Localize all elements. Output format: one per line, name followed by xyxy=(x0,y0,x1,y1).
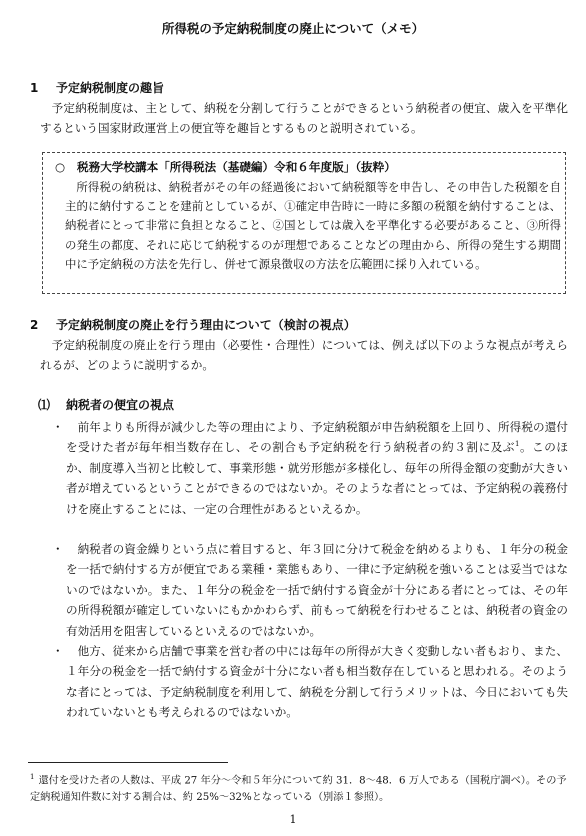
subsection-1-heading xyxy=(38,396,558,414)
section-number: 2 xyxy=(30,318,39,332)
section-2-body: 予定納税制度の廃止を行う理由（必要性・合理性）については、例えば以下のような視点が考えられるが、どのように説明するか。 xyxy=(40,338,568,373)
section-2-heading xyxy=(30,316,560,334)
section-number: 1 xyxy=(30,81,39,95)
bullet-text: 他方、従来から店舗で事業を営む者の中には毎年の所得が大きく変動しない者もおり、また、１年分の税金を一括で納付する資金が十分にない者も相当数存在していると思われる。そのような者にとっては、予定納税制度を利用して、納税を分割して行うメリットは、今日においても失われていないとも考えられるのではないか。 xyxy=(66,644,568,720)
bullet-mark: ・ xyxy=(52,420,64,434)
footnote xyxy=(30,769,570,806)
quote-source: 税務大学校講本「所得税法（基礎編）令和６年度版」（抜粋） xyxy=(77,160,396,174)
page-number: 1 xyxy=(289,813,297,826)
subsection-number: ⑴ xyxy=(38,398,51,412)
page-title: 所得税の予定納税制度の廃止について（メモ） xyxy=(161,21,425,36)
section-1-heading xyxy=(30,79,560,97)
bullet-text xyxy=(66,417,568,519)
footnote-mark: 1 xyxy=(30,773,35,781)
section-1-body: 予定納税制度は、主として、納税を分割して行うことができるという納税者の便宜、歳入を平準化するという国家財政運営上の便宜等を趣旨とするものと説明されている。 xyxy=(40,101,568,136)
footnote-divider xyxy=(28,762,228,763)
bullet-text-part: 。このほか、制度導入当初と比較して、事業形態・就労形態が多様化し、毎年の所得金額の変動が大きい者が増えているということができるのではないか。そのような者にとっては、予定納税の義務付けを廃止することには、一定の合理性があるといえるか。 xyxy=(66,440,568,516)
quote-box xyxy=(42,152,566,294)
bullet-text: 納税者の資金繰りという点に着目すると、年３回に分けて税金を納めるよりも、１年分の税金を一括で納付する方が便宜である業種・業態もあり、一律に予定納税を強いることは妥当ではないのではないか。また、１年分の税金を一括で納付する資金が十分にある者にとっては、その年の所得税額が確定していないにもかかわらず、前もって納税を行わせることは、納税者の資金の有効活用を阻害しているといえるのではないか。 xyxy=(66,542,568,638)
bullet-mark: ・ xyxy=(52,644,64,658)
footnote-text: 還付を受けた者の人数は、平成 27 年分～令和５年分について約 31．8～48．6 万人である（国税庁調べ）。その予定納税通知件数に対する割合は、約 25%～32%となっている（別添１参照）。 xyxy=(30,775,567,804)
bullet-mark: ・ xyxy=(52,542,64,556)
quote-body: 所得税の納税は、納税者がその年の経過後において納税額等を申告し、その申告した税額を自主的に納付することを建前としているが、①確定申告時に一時に多額の税額を納付することは、納税者にとって非常に負担となること、②国としては歳入を平準化する必要があること、③所得の発生の都度、それに応じて納税するのが理想であることなどの理由から、所得の発生する期間中に予定納税の方法を先行し、併せて源泉徴収の方法を広範囲に採り入れている。 xyxy=(65,180,561,271)
section-heading-text: 予定納税制度の廃止を行う理由について（検討の視点） xyxy=(56,318,356,332)
section-heading-text: 予定納税制度の趣旨 xyxy=(56,81,165,95)
bullet-text-part: 前年よりも所得が減少した等の理由により、予定納税額が申告納税額を上回り、所得税の還付を受けた者が毎年相当数存在し、その割合も予定納税を行う納税者の約３割に及ぶ xyxy=(66,420,568,455)
quote-box-title xyxy=(55,159,555,175)
bullet-item-2 xyxy=(52,539,568,641)
subsection-heading-text: 納税者の便宜の視点 xyxy=(66,398,175,412)
footnote-reference: 1 xyxy=(514,440,520,449)
bullet-item-1 xyxy=(52,417,568,519)
bullet-item-3 xyxy=(52,641,568,723)
circle-mark: ○ xyxy=(55,160,66,174)
